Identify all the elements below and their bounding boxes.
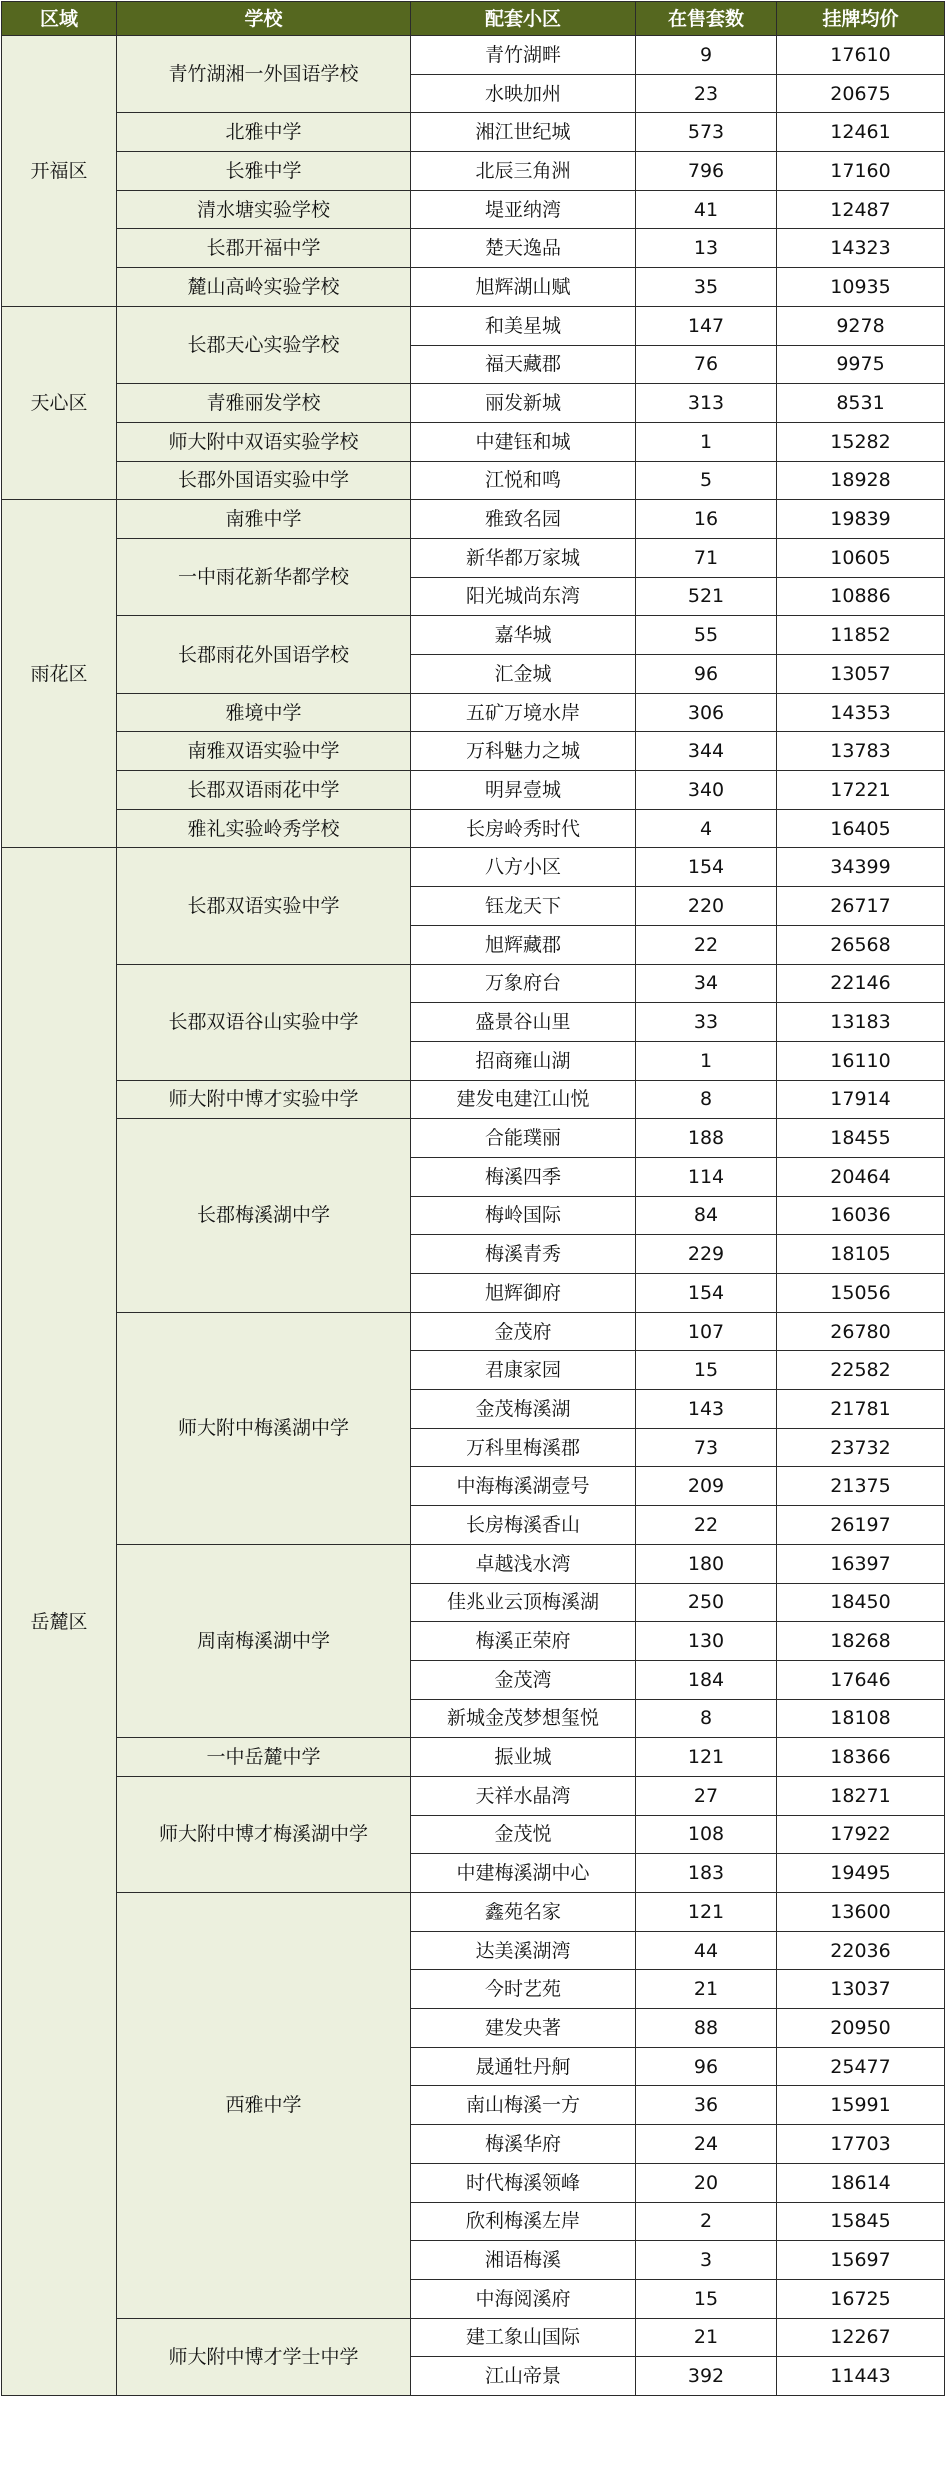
table-row — [2, 1080, 945, 1119]
community-cell: 今时艺苑 — [411, 1970, 636, 2009]
school-cell: 一中岳麓中学 — [117, 1738, 411, 1777]
community-cell: 中建梅溪湖中心 — [411, 1854, 636, 1893]
price-cell: 17703 — [777, 2125, 945, 2164]
district-cell: 开福区 — [2, 36, 117, 307]
price-cell: 17610 — [777, 36, 945, 75]
community-cell: 汇金城 — [411, 655, 636, 694]
count-cell: 2 — [636, 2202, 777, 2241]
count-cell: 209 — [636, 1467, 777, 1506]
community-cell: 时代梅溪领峰 — [411, 2163, 636, 2202]
count-cell: 76 — [636, 345, 777, 384]
price-cell: 10605 — [777, 538, 945, 577]
price-cell: 18614 — [777, 2163, 945, 2202]
table-row — [2, 693, 945, 732]
price-cell: 17221 — [777, 771, 945, 810]
community-cell: 湘语梅溪 — [411, 2241, 636, 2280]
community-cell: 旭辉藏郡 — [411, 925, 636, 964]
price-cell: 26568 — [777, 925, 945, 964]
school-district-table — [1, 1, 945, 2396]
table-row — [2, 268, 945, 307]
count-cell: 220 — [636, 887, 777, 926]
community-cell: 金茂悦 — [411, 1815, 636, 1854]
table-row — [2, 500, 945, 539]
count-cell: 35 — [636, 268, 777, 307]
price-cell: 20950 — [777, 2009, 945, 2048]
school-cell: 雅礼实验岭秀学校 — [117, 809, 411, 848]
community-cell: 和美星城 — [411, 306, 636, 345]
price-cell: 17914 — [777, 1080, 945, 1119]
price-cell: 15282 — [777, 422, 945, 461]
count-cell: 108 — [636, 1815, 777, 1854]
count-cell: 55 — [636, 616, 777, 655]
community-cell: 梅溪青秀 — [411, 1235, 636, 1274]
count-cell: 180 — [636, 1544, 777, 1583]
count-cell: 22 — [636, 925, 777, 964]
count-cell: 23 — [636, 74, 777, 113]
count-cell: 796 — [636, 152, 777, 191]
price-cell: 12267 — [777, 2318, 945, 2357]
community-cell: 达美溪湖湾 — [411, 1931, 636, 1970]
count-cell: 9 — [636, 36, 777, 75]
table-row — [2, 2318, 945, 2357]
price-cell: 11852 — [777, 616, 945, 655]
district-cell: 雨花区 — [2, 500, 117, 848]
count-cell: 16 — [636, 500, 777, 539]
price-cell: 19495 — [777, 1854, 945, 1893]
count-cell: 13 — [636, 229, 777, 268]
price-cell: 18105 — [777, 1235, 945, 1274]
count-cell: 3 — [636, 2241, 777, 2280]
community-cell: 雅致名园 — [411, 500, 636, 539]
community-cell: 招商雍山湖 — [411, 1041, 636, 1080]
community-cell: 梅溪华府 — [411, 2125, 636, 2164]
count-cell: 8 — [636, 1699, 777, 1738]
count-cell: 573 — [636, 113, 777, 152]
count-cell: 143 — [636, 1390, 777, 1429]
count-cell: 88 — [636, 2009, 777, 2048]
count-cell: 1 — [636, 1041, 777, 1080]
school-cell: 麓山高岭实验学校 — [117, 268, 411, 307]
community-cell: 钰龙天下 — [411, 887, 636, 926]
count-cell: 4 — [636, 809, 777, 848]
price-cell: 19839 — [777, 500, 945, 539]
school-cell: 长郡梅溪湖中学 — [117, 1119, 411, 1312]
count-cell: 250 — [636, 1583, 777, 1622]
table-row — [2, 306, 945, 345]
count-cell: 21 — [636, 2318, 777, 2357]
school-cell: 师大附中博才学士中学 — [117, 2318, 411, 2395]
price-cell: 22146 — [777, 964, 945, 1003]
school-cell: 长郡天心实验学校 — [117, 306, 411, 383]
count-cell: 71 — [636, 538, 777, 577]
price-cell: 13600 — [777, 1893, 945, 1932]
community-cell: 梅溪四季 — [411, 1157, 636, 1196]
price-cell: 14323 — [777, 229, 945, 268]
price-cell: 10935 — [777, 268, 945, 307]
header-school: 学校 — [117, 2, 411, 36]
count-cell: 8 — [636, 1080, 777, 1119]
price-cell: 16110 — [777, 1041, 945, 1080]
price-cell: 8531 — [777, 384, 945, 423]
count-cell: 313 — [636, 384, 777, 423]
table-row — [2, 616, 945, 655]
community-cell: 阳光城尚东湾 — [411, 577, 636, 616]
community-cell: 万科里梅溪郡 — [411, 1428, 636, 1467]
community-cell: 福天藏郡 — [411, 345, 636, 384]
school-cell: 北雅中学 — [117, 113, 411, 152]
community-cell: 长房岭秀时代 — [411, 809, 636, 848]
community-cell: 江山帝景 — [411, 2357, 636, 2396]
community-cell: 新城金茂梦想玺悦 — [411, 1699, 636, 1738]
price-cell: 11443 — [777, 2357, 945, 2396]
community-cell: 佳兆业云顶梅溪湖 — [411, 1583, 636, 1622]
school-cell: 南雅中学 — [117, 500, 411, 539]
community-cell: 嘉华城 — [411, 616, 636, 655]
school-cell: 长雅中学 — [117, 152, 411, 191]
price-cell: 16405 — [777, 809, 945, 848]
price-cell: 15845 — [777, 2202, 945, 2241]
table-row — [2, 771, 945, 810]
price-cell: 17646 — [777, 1660, 945, 1699]
price-cell: 15697 — [777, 2241, 945, 2280]
price-cell: 15991 — [777, 2086, 945, 2125]
count-cell: 41 — [636, 190, 777, 229]
price-cell: 14353 — [777, 693, 945, 732]
count-cell: 15 — [636, 1351, 777, 1390]
count-cell: 306 — [636, 693, 777, 732]
community-cell: 梅溪正荣府 — [411, 1622, 636, 1661]
price-cell: 18268 — [777, 1622, 945, 1661]
community-cell: 卓越浅水湾 — [411, 1544, 636, 1583]
table-row — [2, 1893, 945, 1932]
community-cell: 建发电建江山悦 — [411, 1080, 636, 1119]
community-cell: 欣利梅溪左岸 — [411, 2202, 636, 2241]
community-cell: 五矿万境水岸 — [411, 693, 636, 732]
table-row — [2, 152, 945, 191]
community-cell: 南山梅溪一方 — [411, 2086, 636, 2125]
school-cell: 长郡外国语实验中学 — [117, 461, 411, 500]
school-cell: 青雅丽发学校 — [117, 384, 411, 423]
community-cell: 中建钰和城 — [411, 422, 636, 461]
count-cell: 96 — [636, 2047, 777, 2086]
price-cell: 13783 — [777, 732, 945, 771]
community-cell: 金茂湾 — [411, 1660, 636, 1699]
community-cell: 新华都万家城 — [411, 538, 636, 577]
count-cell: 44 — [636, 1931, 777, 1970]
table-row — [2, 229, 945, 268]
school-cell: 师大附中梅溪湖中学 — [117, 1312, 411, 1544]
header-row — [2, 2, 945, 36]
community-cell: 万象府台 — [411, 964, 636, 1003]
price-cell: 22582 — [777, 1351, 945, 1390]
table-row — [2, 732, 945, 771]
community-cell: 中海阅溪府 — [411, 2279, 636, 2318]
table-row — [2, 461, 945, 500]
community-cell: 振业城 — [411, 1738, 636, 1777]
count-cell: 107 — [636, 1312, 777, 1351]
community-cell: 旭辉湖山赋 — [411, 268, 636, 307]
count-cell: 5 — [636, 461, 777, 500]
header-district: 区域 — [2, 2, 117, 36]
table-row — [2, 1312, 945, 1351]
header-count: 在售套数 — [636, 2, 777, 36]
community-cell: 北辰三角洲 — [411, 152, 636, 191]
count-cell: 340 — [636, 771, 777, 810]
price-cell: 13057 — [777, 655, 945, 694]
community-cell: 建工象山国际 — [411, 2318, 636, 2357]
community-cell: 丽发新城 — [411, 384, 636, 423]
table-row — [2, 384, 945, 423]
count-cell: 24 — [636, 2125, 777, 2164]
table-row — [2, 538, 945, 577]
table-row — [2, 1738, 945, 1777]
school-cell: 青竹湖湘一外国语学校 — [117, 36, 411, 113]
price-cell: 26717 — [777, 887, 945, 926]
price-cell: 12461 — [777, 113, 945, 152]
school-cell: 师大附中双语实验学校 — [117, 422, 411, 461]
price-cell: 12487 — [777, 190, 945, 229]
school-cell: 一中雨花新华都学校 — [117, 538, 411, 615]
school-cell: 清水塘实验学校 — [117, 190, 411, 229]
community-cell: 中海梅溪湖壹号 — [411, 1467, 636, 1506]
community-cell: 明昇壹城 — [411, 771, 636, 810]
price-cell: 18450 — [777, 1583, 945, 1622]
price-cell: 13037 — [777, 1970, 945, 2009]
table-row — [2, 422, 945, 461]
price-cell: 18455 — [777, 1119, 945, 1158]
price-cell: 26780 — [777, 1312, 945, 1351]
count-cell: 33 — [636, 1003, 777, 1042]
count-cell: 184 — [636, 1660, 777, 1699]
school-cell: 西雅中学 — [117, 1893, 411, 2319]
table-row — [2, 1119, 945, 1158]
price-cell: 15056 — [777, 1274, 945, 1313]
table-row — [2, 1776, 945, 1815]
count-cell: 21 — [636, 1970, 777, 2009]
price-cell: 21781 — [777, 1390, 945, 1429]
school-cell: 雅境中学 — [117, 693, 411, 732]
count-cell: 154 — [636, 848, 777, 887]
price-cell: 20464 — [777, 1157, 945, 1196]
price-cell: 10886 — [777, 577, 945, 616]
community-cell: 湘江世纪城 — [411, 113, 636, 152]
community-cell: 堤亚纳湾 — [411, 190, 636, 229]
price-cell: 18271 — [777, 1776, 945, 1815]
district-cell: 天心区 — [2, 306, 117, 499]
table-row — [2, 964, 945, 1003]
count-cell: 147 — [636, 306, 777, 345]
community-cell: 金茂府 — [411, 1312, 636, 1351]
school-cell: 长郡双语实验中学 — [117, 848, 411, 964]
count-cell: 84 — [636, 1196, 777, 1235]
school-cell: 师大附中博才梅溪湖中学 — [117, 1776, 411, 1892]
school-cell: 师大附中博才实验中学 — [117, 1080, 411, 1119]
price-cell: 9975 — [777, 345, 945, 384]
community-cell: 楚天逸品 — [411, 229, 636, 268]
price-cell: 23732 — [777, 1428, 945, 1467]
price-cell: 25477 — [777, 2047, 945, 2086]
header-community: 配套小区 — [411, 2, 636, 36]
school-cell: 南雅双语实验中学 — [117, 732, 411, 771]
price-cell: 18108 — [777, 1699, 945, 1738]
school-cell: 长郡双语雨花中学 — [117, 771, 411, 810]
count-cell: 15 — [636, 2279, 777, 2318]
count-cell: 1 — [636, 422, 777, 461]
price-cell: 9278 — [777, 306, 945, 345]
price-cell: 13183 — [777, 1003, 945, 1042]
price-cell: 18366 — [777, 1738, 945, 1777]
count-cell: 114 — [636, 1157, 777, 1196]
price-cell: 16036 — [777, 1196, 945, 1235]
count-cell: 229 — [636, 1235, 777, 1274]
community-cell: 青竹湖畔 — [411, 36, 636, 75]
count-cell: 183 — [636, 1854, 777, 1893]
community-cell: 万科魅力之城 — [411, 732, 636, 771]
count-cell: 121 — [636, 1893, 777, 1932]
community-cell: 旭辉御府 — [411, 1274, 636, 1313]
count-cell: 20 — [636, 2163, 777, 2202]
community-cell: 长房梅溪香山 — [411, 1506, 636, 1545]
table-body — [2, 36, 945, 2396]
price-cell: 26197 — [777, 1506, 945, 1545]
count-cell: 154 — [636, 1274, 777, 1313]
community-cell: 金茂梅溪湖 — [411, 1390, 636, 1429]
table-row — [2, 113, 945, 152]
count-cell: 344 — [636, 732, 777, 771]
price-cell: 17160 — [777, 152, 945, 191]
school-cell: 周南梅溪湖中学 — [117, 1544, 411, 1737]
count-cell: 392 — [636, 2357, 777, 2396]
price-cell: 34399 — [777, 848, 945, 887]
count-cell: 73 — [636, 1428, 777, 1467]
table-row — [2, 36, 945, 75]
price-cell: 16725 — [777, 2279, 945, 2318]
count-cell: 36 — [636, 2086, 777, 2125]
count-cell: 130 — [636, 1622, 777, 1661]
count-cell: 22 — [636, 1506, 777, 1545]
school-cell: 长郡开福中学 — [117, 229, 411, 268]
community-cell: 合能璞丽 — [411, 1119, 636, 1158]
school-cell: 长郡雨花外国语学校 — [117, 616, 411, 693]
community-cell: 江悦和鸣 — [411, 461, 636, 500]
count-cell: 96 — [636, 655, 777, 694]
table-row — [2, 1544, 945, 1583]
price-cell: 17922 — [777, 1815, 945, 1854]
table-row — [2, 190, 945, 229]
community-cell: 盛景谷山里 — [411, 1003, 636, 1042]
community-cell: 八方小区 — [411, 848, 636, 887]
price-cell: 20675 — [777, 74, 945, 113]
price-cell: 21375 — [777, 1467, 945, 1506]
community-cell: 晟通牡丹舸 — [411, 2047, 636, 2086]
community-cell: 梅岭国际 — [411, 1196, 636, 1235]
school-cell: 长郡双语谷山实验中学 — [117, 964, 411, 1080]
community-cell: 水映加州 — [411, 74, 636, 113]
count-cell: 34 — [636, 964, 777, 1003]
count-cell: 188 — [636, 1119, 777, 1158]
header-price: 挂牌均价 — [777, 2, 945, 36]
count-cell: 121 — [636, 1738, 777, 1777]
district-cell: 岳麓区 — [2, 848, 117, 2396]
count-cell: 27 — [636, 1776, 777, 1815]
price-cell: 22036 — [777, 1931, 945, 1970]
table-row — [2, 848, 945, 887]
community-cell: 建发央著 — [411, 2009, 636, 2048]
price-cell: 16397 — [777, 1544, 945, 1583]
community-cell: 鑫苑名家 — [411, 1893, 636, 1932]
community-cell: 天祥水晶湾 — [411, 1776, 636, 1815]
table-row — [2, 809, 945, 848]
price-cell: 18928 — [777, 461, 945, 500]
community-cell: 君康家园 — [411, 1351, 636, 1390]
count-cell: 521 — [636, 577, 777, 616]
